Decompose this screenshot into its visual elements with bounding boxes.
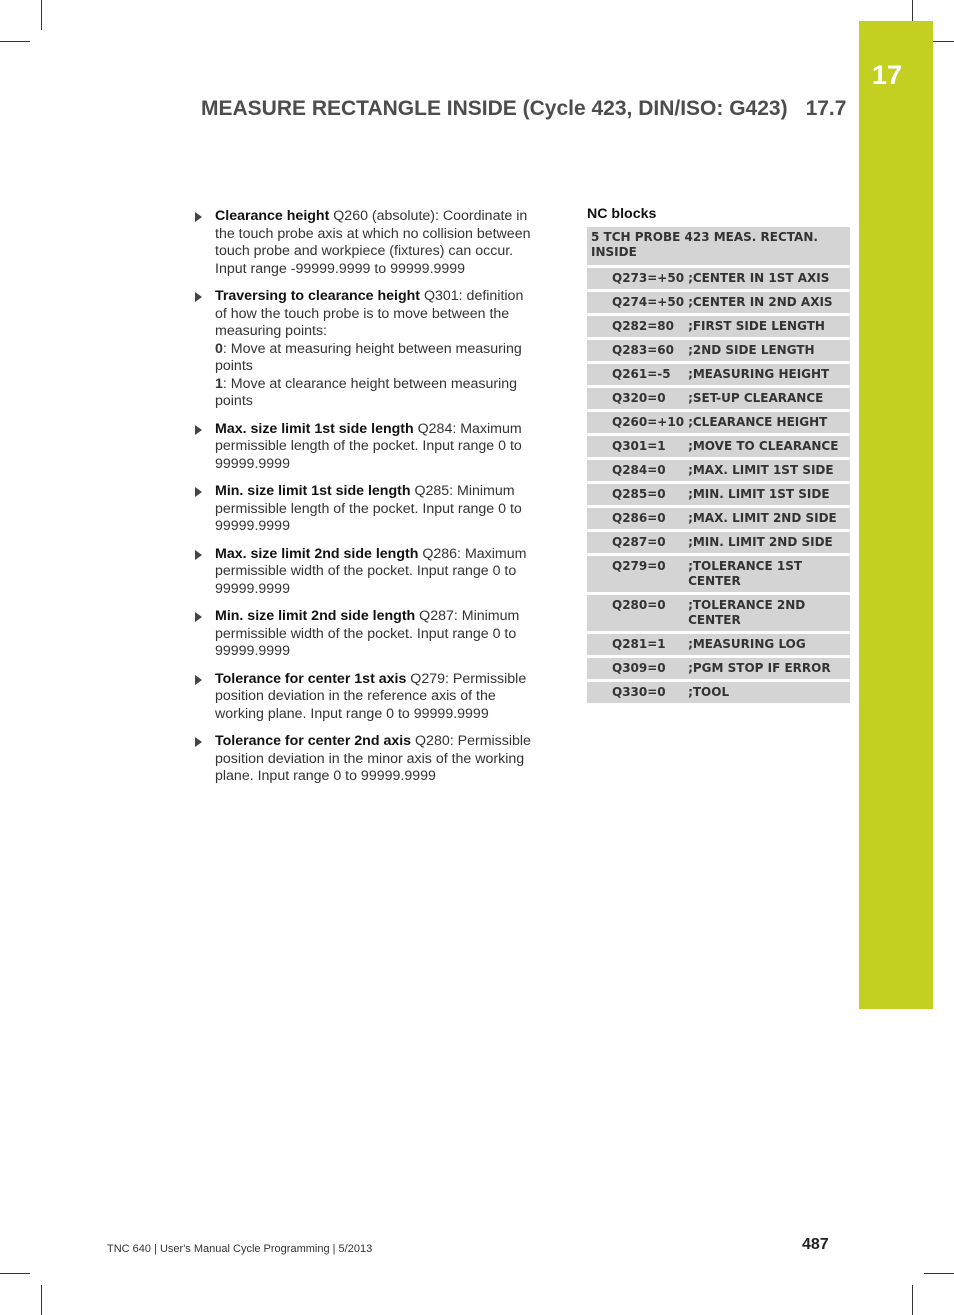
table-row bbox=[587, 594, 850, 633]
parameter-text: 99999.9999 bbox=[215, 643, 290, 659]
nc-parameter-cell: Q286=0 bbox=[587, 507, 688, 531]
triangle-bullet-icon bbox=[195, 612, 202, 622]
nc-head-line: INSIDE bbox=[591, 245, 637, 259]
parameter-text: 99999.9999 bbox=[215, 518, 290, 534]
nc-comment-line: ;MEASURING HEIGHT bbox=[688, 367, 830, 381]
nc-comment-cell bbox=[688, 483, 850, 507]
parameter-text: Q301: definition bbox=[420, 288, 524, 304]
parameter-name: Tolerance for center 1st axis bbox=[215, 670, 407, 687]
list-item bbox=[195, 671, 550, 724]
triangle-bullet-icon bbox=[195, 425, 202, 435]
parameter-text: Q279: Permissible bbox=[406, 670, 527, 687]
nc-comment-line: ;TOLERANCE 1ST bbox=[688, 559, 803, 573]
parameter-text: Q260 (absolute): Coordinate in bbox=[329, 208, 528, 224]
nc-comment-cell bbox=[688, 315, 850, 339]
parameter-text: Q287: Minimum bbox=[415, 608, 520, 624]
section-number: 17.7 bbox=[805, 97, 847, 120]
table-row bbox=[587, 315, 850, 339]
nc-parameter-cell: Q279=0 bbox=[587, 555, 688, 594]
parameter-text: permissible length of the pocket. Input range 0 to bbox=[215, 500, 522, 517]
parameter-name: Tolerance for center 2nd axis bbox=[215, 733, 412, 749]
option-line bbox=[215, 376, 550, 394]
parameter-text: position deviation in the reference axis of the bbox=[215, 688, 496, 704]
option-line bbox=[215, 341, 550, 359]
parameter-list bbox=[195, 208, 550, 796]
nc-parameter-cell: Q309=0 bbox=[587, 657, 688, 681]
nc-head-cell bbox=[587, 227, 850, 267]
page-header bbox=[201, 97, 846, 121]
triangle-bullet-icon bbox=[195, 737, 202, 747]
parameter-text: touch probe and workpiece (fixtures) can occur. bbox=[215, 243, 514, 259]
parameter-text: of how the touch probe is to move between the bbox=[215, 305, 510, 322]
table-row bbox=[587, 363, 850, 387]
triangle-bullet-icon bbox=[195, 212, 202, 222]
chapter-tab bbox=[859, 21, 933, 1009]
table-row bbox=[587, 531, 850, 555]
parameter-text: measuring points: bbox=[215, 323, 327, 339]
nc-parameter-cell: Q260=+10 bbox=[587, 411, 688, 435]
table-row bbox=[587, 657, 850, 681]
nc-comment-cell bbox=[688, 633, 850, 657]
option-text: points bbox=[215, 358, 253, 374]
nc-comment-line: ;FIRST SIDE LENGTH bbox=[688, 319, 825, 333]
nc-comment-line: ;PGM STOP IF ERROR bbox=[688, 661, 831, 675]
footer-text: TNC 640 | User's Manual Cycle Programming | 5/2013 bbox=[107, 1243, 373, 1255]
nc-comment-line: ;MOVE TO CLEARANCE bbox=[688, 439, 839, 453]
parameter-text: permissible width of the pocket. Input range 0 to bbox=[215, 563, 517, 579]
table-row bbox=[587, 459, 850, 483]
table-row bbox=[587, 681, 850, 705]
table-row bbox=[587, 387, 850, 411]
nc-comment-line: ;2ND SIDE LENGTH bbox=[688, 343, 815, 357]
nc-parameter-cell: Q330=0 bbox=[587, 681, 688, 705]
nc-comment-cell bbox=[688, 363, 850, 387]
option-key: 1 bbox=[215, 375, 223, 392]
table-row bbox=[587, 291, 850, 315]
parameter-text: permissible width of the pocket. Input range 0 to bbox=[215, 625, 517, 642]
page-title: MEASURE RECTANGLE INSIDE (Cycle 423, DIN/ISO: G423) bbox=[201, 97, 788, 120]
triangle-bullet-icon bbox=[195, 675, 202, 685]
nc-comment-cell bbox=[688, 459, 850, 483]
parameter-text: permissible length of the pocket. Input range 0 to bbox=[215, 438, 522, 454]
list-item bbox=[195, 546, 550, 599]
nc-parameter-cell: Q280=0 bbox=[587, 594, 688, 633]
nc-parameter-cell: Q285=0 bbox=[587, 483, 688, 507]
crop-mark bbox=[0, 1273, 30, 1274]
nc-table bbox=[587, 227, 850, 706]
parameter-name: Max. size limit 1st side length bbox=[215, 420, 414, 437]
nc-blocks bbox=[587, 206, 850, 706]
parameter-text: Q285: Minimum bbox=[410, 483, 515, 499]
nc-comment-cell bbox=[688, 555, 850, 594]
parameter-text: plane. Input range 0 to 99999.9999 bbox=[215, 768, 436, 784]
nc-parameter-cell: Q261=-5 bbox=[587, 363, 688, 387]
parameter-text: position deviation in the minor axis of the working bbox=[215, 750, 525, 767]
nc-head-line: 5 TCH PROBE 423 MEAS. RECTAN. bbox=[591, 230, 818, 244]
table-row bbox=[587, 507, 850, 531]
nc-parameter-cell: Q283=60 bbox=[587, 339, 688, 363]
nc-parameter-cell: Q281=1 bbox=[587, 633, 688, 657]
nc-comment-line: ;CENTER IN 2ND AXIS bbox=[688, 295, 833, 309]
parameter-name: Min. size limit 2nd side length bbox=[215, 608, 416, 624]
nc-comment-line: ;MIN. LIMIT 1ST SIDE bbox=[688, 487, 830, 501]
page-number: 487 bbox=[802, 1236, 829, 1253]
parameter-text: 99999.9999 bbox=[215, 580, 290, 597]
table-row bbox=[587, 555, 850, 594]
nc-blocks-title: NC blocks bbox=[587, 206, 657, 222]
triangle-bullet-icon bbox=[195, 487, 202, 497]
nc-parameter-cell: Q320=0 bbox=[587, 387, 688, 411]
list-item bbox=[195, 733, 550, 786]
nc-parameter-cell: Q287=0 bbox=[587, 531, 688, 555]
nc-comment-line: ;MAX. LIMIT 1ST SIDE bbox=[688, 463, 834, 477]
nc-comment-cell bbox=[688, 411, 850, 435]
parameter-name: Traversing to clearance height bbox=[215, 288, 421, 304]
crop-mark bbox=[924, 1273, 954, 1274]
nc-comment-line: ;TOLERANCE 2ND bbox=[688, 598, 806, 612]
nc-comment-cell bbox=[688, 594, 850, 633]
parameter-text: 99999.9999 bbox=[215, 455, 290, 472]
option-text: : Move at clearance height between measuring bbox=[222, 375, 518, 392]
crop-mark bbox=[41, 1285, 42, 1315]
table-row bbox=[587, 267, 850, 291]
nc-comment-cell bbox=[688, 387, 850, 411]
parameter-text: Q280: Permissible bbox=[411, 733, 531, 749]
nc-comment-line: ;MAX. LIMIT 2ND SIDE bbox=[688, 511, 837, 525]
nc-comment-cell bbox=[688, 339, 850, 363]
nc-comment-cell bbox=[688, 291, 850, 315]
nc-parameter-cell: Q301=1 bbox=[587, 435, 688, 459]
nc-comment-line: ;MIN. LIMIT 2ND SIDE bbox=[688, 535, 833, 549]
nc-comment-line: ;CENTER IN 1ST AXIS bbox=[688, 271, 830, 285]
parameter-name: Max. size limit 2nd side length bbox=[215, 545, 419, 562]
nc-comment-cell bbox=[688, 681, 850, 705]
nc-comment-line: ;TOOL bbox=[688, 685, 730, 699]
option-key: 0 bbox=[215, 340, 223, 357]
parameter-text: Input range -99999.9999 to 99999.9999 bbox=[215, 260, 466, 277]
parameter-name: Clearance height bbox=[215, 208, 330, 224]
table-row bbox=[587, 483, 850, 507]
nc-comment-line: ;CLEARANCE HEIGHT bbox=[688, 415, 828, 429]
nc-comment-line: CENTER bbox=[688, 613, 741, 627]
nc-comment-line: CENTER bbox=[688, 574, 741, 588]
triangle-bullet-icon bbox=[195, 292, 202, 302]
table-row bbox=[587, 435, 850, 459]
parameter-text: Q286: Maximum bbox=[418, 545, 527, 562]
table-row bbox=[587, 339, 850, 363]
crop-mark bbox=[41, 0, 42, 30]
nc-comment-cell bbox=[688, 267, 850, 291]
crop-mark bbox=[912, 1285, 913, 1315]
list-item bbox=[195, 288, 550, 411]
nc-parameter-cell: Q284=0 bbox=[587, 459, 688, 483]
parameter-name: Min. size limit 1st side length bbox=[215, 483, 411, 499]
table-row bbox=[587, 633, 850, 657]
parameter-text: the touch probe axis at which no collision between bbox=[215, 225, 531, 242]
nc-comment-cell bbox=[688, 531, 850, 555]
nc-parameter-cell: Q274=+50 bbox=[587, 291, 688, 315]
list-item bbox=[195, 608, 550, 661]
table-row bbox=[587, 227, 850, 267]
triangle-bullet-icon bbox=[195, 550, 202, 560]
parameter-text: working plane. Input range 0 to 99999.9999 bbox=[215, 705, 489, 722]
chapter-number: 17 bbox=[872, 60, 903, 90]
nc-parameter-cell: Q282=80 bbox=[587, 315, 688, 339]
nc-comment-cell bbox=[688, 435, 850, 459]
nc-comment-cell bbox=[688, 657, 850, 681]
parameter-text: Q284: Maximum bbox=[413, 420, 522, 437]
option-text: : Move at measuring height between measuring bbox=[222, 340, 522, 357]
list-item bbox=[195, 483, 550, 536]
table-row bbox=[587, 411, 850, 435]
list-item bbox=[195, 421, 550, 474]
nc-comment-line: ;MEASURING LOG bbox=[688, 637, 806, 651]
nc-comment-cell bbox=[688, 507, 850, 531]
nc-parameter-cell: Q273=+50 bbox=[587, 267, 688, 291]
crop-mark bbox=[0, 41, 30, 42]
list-item bbox=[195, 208, 550, 278]
nc-comment-line: ;SET-UP CLEARANCE bbox=[688, 391, 824, 405]
option-text: points bbox=[215, 393, 253, 409]
